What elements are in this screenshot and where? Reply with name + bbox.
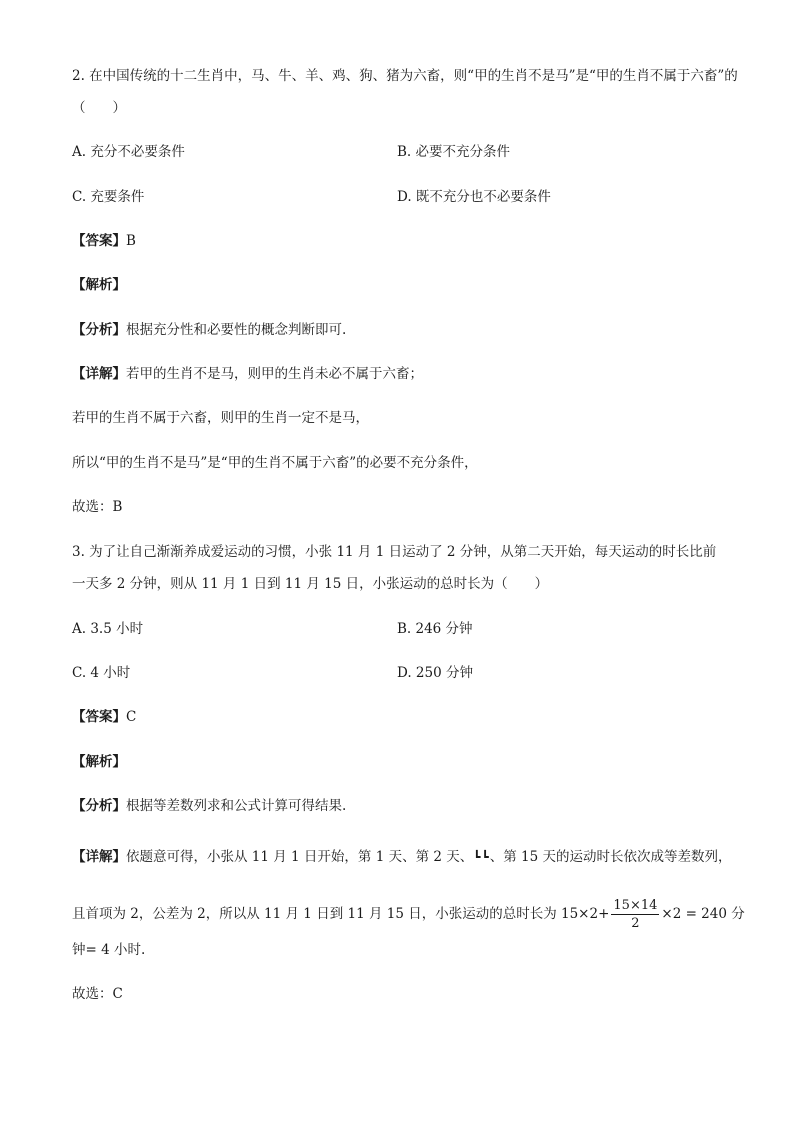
q2-stem-line1: 2. 在中国传统的十二生肖中，马、牛、羊、鸡、狗、猪为六畜，则“甲的生肖不是马”是“甲的生肖不属于六畜”的 (72, 68, 738, 84)
q3-analysis-tag: 【解析】 (72, 754, 126, 770)
q3-xiangjie-line3: 钟= 4 小时. (72, 942, 146, 958)
fraction (611, 897, 659, 932)
q2-xiangjie-line3: 所以“甲的生肖不是马”是“甲的生肖不属于六畜”的必要不充分条件， (72, 455, 478, 471)
q3-xiangjie-text2a: 且首项为 2，公差为 2，所以从 11 月 1 日到 11 月 15 日，小张运动的总时长为 15×2+ (72, 906, 610, 922)
ellipsis-glyph: ┗┗ (473, 850, 490, 864)
q3-answer-tag: 【答案】 (72, 709, 126, 725)
q2-choose: 故选：B (72, 499, 123, 515)
q3-xiangjie-tag: 【详解】 (72, 849, 126, 865)
q2-xiangjie-text1: 若甲的生肖不是马，则甲的生肖未必不属于六畜； (126, 366, 423, 382)
q2-fenxi-tag: 【分析】 (72, 322, 126, 338)
q2-fenxi-text: 根据充分性和必要性的概念判断即可. (126, 322, 347, 338)
q3-option-a: A. 3.5 小时 (72, 621, 144, 637)
q3-fenxi-text: 根据等差数列求和公式计算可得结果. (126, 798, 347, 814)
q2-option-c: C. 充要条件 (72, 189, 145, 205)
q2-stem-line2: （ ） (72, 100, 126, 116)
q2-option-a: A. 充分不必要条件 (72, 144, 185, 160)
q2-option-d: D. 既不充分也不必要条件 (397, 189, 551, 205)
q3-xiangjie-text1a: 依题意可得，小张从 11 月 1 日开始，第 1 天、第 2 天、 (126, 849, 474, 865)
q2-analysis-tag: 【解析】 (72, 277, 126, 293)
q3-option-d: D. 250 分钟 (397, 665, 473, 681)
fraction-numerator: 15×14 (613, 898, 658, 913)
q2-fenxi (72, 320, 346, 340)
q3-xiangjie-line2 (72, 894, 745, 934)
q3-fenxi (72, 796, 346, 816)
q2-answer-value: B (126, 233, 136, 249)
q3-option-b: B. 246 分钟 (397, 621, 473, 637)
q3-stem-line1: 3. 为了让自己渐渐养成爱运动的习惯，小张 11 月 1 日运动了 2 分钟，从第二天开始，每天运动的时长比前 (72, 544, 717, 560)
fraction-denominator: 2 (631, 916, 640, 931)
q3-option-c: C. 4 小时 (72, 665, 131, 681)
q3-answer-value: C (126, 709, 137, 725)
q2-xiangjie-line1 (72, 364, 423, 384)
q2-option-b: B. 必要不充分条件 (397, 144, 511, 160)
q3-choose: 故选：C (72, 986, 123, 1002)
q2-xiangjie-line2: 若甲的生肖不属于六畜，则甲的生肖一定不是马， (72, 410, 369, 426)
q2-xiangjie-tag: 【详解】 (72, 366, 126, 382)
q3-answer (72, 707, 136, 727)
q3-stem-line2: 一天多 2 分钟，则从 11 月 1 日到 11 月 15 日，小张运动的总时长为（ ） (72, 576, 549, 592)
q2-answer-tag: 【答案】 (72, 233, 126, 249)
q3-xiangjie-text2b: ×2 = 240 分 (661, 906, 745, 922)
q3-fenxi-tag: 【分析】 (72, 798, 126, 814)
q2-answer (72, 231, 136, 251)
q3-xiangjie-text1b: 、第 15 天的运动时长依次成等差数列， (489, 849, 732, 865)
q3-xiangjie-line1 (72, 847, 732, 867)
